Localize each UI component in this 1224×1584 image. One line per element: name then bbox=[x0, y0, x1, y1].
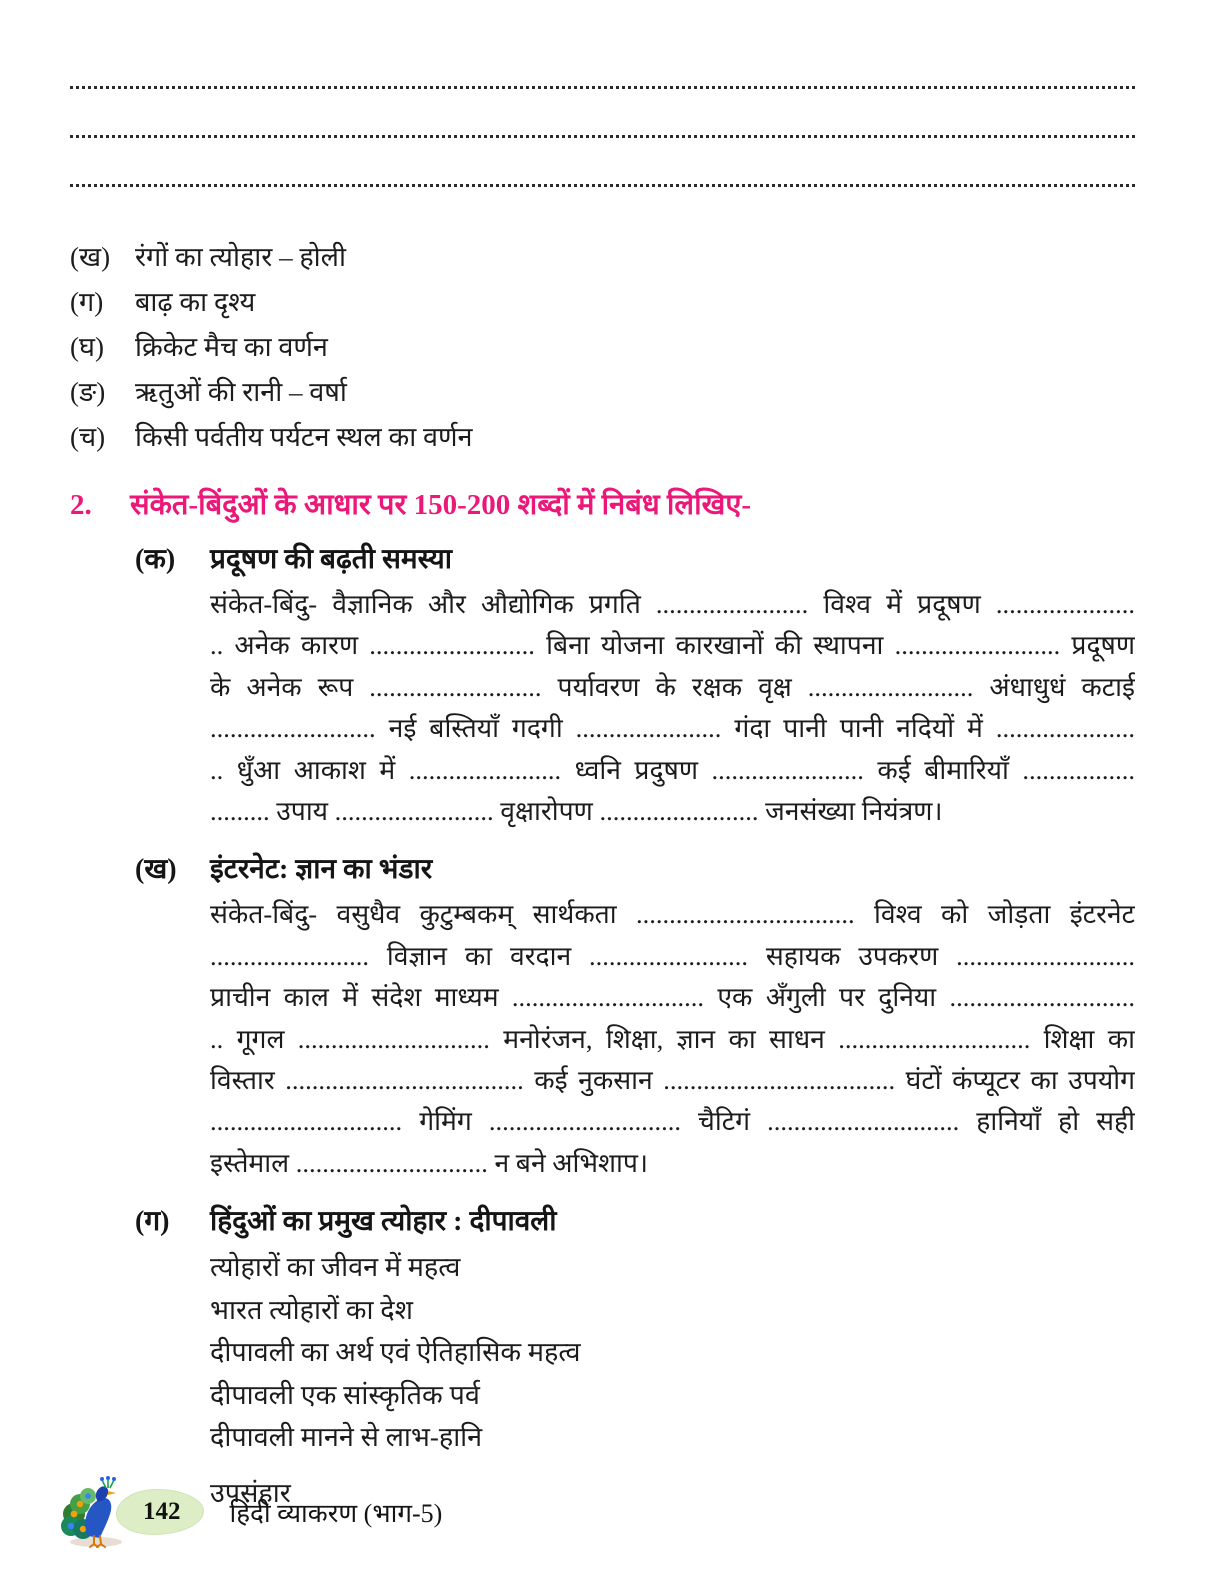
section-marker: (ख) bbox=[135, 854, 177, 886]
section-marker: (ग) bbox=[135, 1206, 170, 1238]
section-heading bbox=[135, 539, 1135, 585]
list-item bbox=[70, 372, 1135, 417]
section-ga bbox=[70, 1201, 1135, 1516]
peacock-logo-icon bbox=[58, 1474, 134, 1550]
list-item-text: रंगों का त्योहार – होली bbox=[135, 242, 346, 272]
list-item-marker: (ख) bbox=[70, 242, 111, 272]
ruled-line bbox=[70, 89, 1135, 138]
section-body-line: .. अनेक कारण ......................... बिना योजना कारखानों की स्थापना ......................... प्रदूषण bbox=[210, 630, 1135, 661]
section-title: प्रदूषण की बढ़ती समस्या bbox=[210, 544, 453, 575]
question-number: 2. bbox=[70, 489, 92, 521]
list-item-marker: (च) bbox=[70, 422, 106, 452]
section-kha bbox=[70, 849, 1135, 1185]
section-body-line: .. गूगल ............................. मनोरंजन, शिक्षा, ज्ञान का साधन ............................. शिक्षा का bbox=[210, 1023, 1135, 1054]
essay-topic-list bbox=[70, 237, 1135, 462]
section-ka bbox=[70, 539, 1135, 833]
section-body-line: विस्तार .................................... कई नुकसान ................................... घंटों कंप्यूटर का उपयोग bbox=[210, 1064, 1135, 1095]
list-item bbox=[70, 282, 1135, 327]
section-body bbox=[210, 895, 1135, 1185]
section-body-line: के अनेक रूप .......................... पर्यावरण के रक्षक वृक्ष ......................... अंधाधुधं कटाई bbox=[210, 671, 1135, 702]
section-body-line: ............................. गेमिंग ............................. चैटिगं ............................. हानियाँ हो सही bbox=[210, 1106, 1135, 1137]
list-item bbox=[70, 417, 1135, 462]
list-item-marker: (घ) bbox=[70, 332, 104, 362]
question-title: संकेत-बिंदुओं के आधार पर 150-200 शब्दों में निबंध लिखिए- bbox=[130, 489, 752, 521]
section-body bbox=[210, 585, 1135, 833]
list-item-text: क्रिकेट मैच का वर्णन bbox=[135, 332, 328, 362]
list-item-marker: (ग) bbox=[70, 287, 104, 317]
section-body-line: संकेत-बिंदु- वसुधैव कुटुम्बकम् सार्थकता ................................. विश्व को जोड़ता इंटरनेट bbox=[210, 899, 1135, 930]
question-heading bbox=[70, 484, 1135, 523]
answer-lines-area bbox=[70, 40, 1135, 187]
ruled-line bbox=[70, 40, 1135, 89]
ruled-line bbox=[70, 138, 1135, 187]
section-body-line: .. धुँआ आकाश में ....................... ध्वनि प्रदुषण ....................... कई बीमारियाँ ................. bbox=[210, 754, 1135, 785]
page-number: 142 bbox=[143, 1498, 181, 1525]
list-item-text: ऋतुओं की रानी – वर्षा bbox=[135, 377, 347, 407]
book-title: हिंदी व्याकरण (भाग-5) bbox=[229, 1499, 443, 1528]
section-marker: (क) bbox=[135, 544, 176, 575]
page-footer bbox=[58, 1474, 442, 1550]
section-heading bbox=[135, 849, 1135, 895]
section-body-line: ......... उपाय ........................ वृक्षारोपण ........................ जनसंख्या नियंत्रण। bbox=[210, 795, 943, 826]
outline-point: उपसंहार bbox=[210, 1478, 291, 1509]
section-heading bbox=[135, 1201, 1135, 1247]
outline-point: दीपावली मानने से लाभ-हानि bbox=[210, 1422, 483, 1453]
list-item bbox=[70, 327, 1135, 372]
outline-point: भारत त्योहारों का देश bbox=[210, 1294, 413, 1325]
list-item-text: किसी पर्वतीय पर्यटन स्थल का वर्णन bbox=[135, 422, 473, 452]
list-item bbox=[70, 237, 1135, 282]
outline-point: दीपावली का अर्थ एवं ऐतिहासिक महत्व bbox=[210, 1337, 581, 1368]
list-item-text: बाढ़ का दृश्य bbox=[135, 287, 256, 317]
section-body-line: प्राचीन काल में संदेश माध्यम ............................. एक अँगुली पर दुनिया ............................ bbox=[210, 982, 1135, 1013]
outline-point: त्योहारों का जीवन में महत्व bbox=[210, 1252, 461, 1283]
section-body-line: ........................ विज्ञान का वरदान ........................ सहायक उपकरण ........................... bbox=[210, 940, 1135, 971]
outline-point: दीपावली एक सांस्कृतिक पर्व bbox=[210, 1379, 480, 1410]
section-title: हिंदुओं का प्रमुख त्योहार : दीपावली bbox=[210, 1206, 557, 1238]
section-title: इंटरनेट: ज्ञान का भंडार bbox=[210, 854, 433, 886]
section-body-line: इस्तेमाल ............................. न बने अभिशाप। bbox=[210, 1147, 648, 1178]
section-body-line: संकेत-बिंदु- वैज्ञानिक और औद्योगिक प्रगति ....................... विश्व में प्रदूषण ..................... bbox=[210, 589, 1135, 619]
list-item-marker: (ङ) bbox=[70, 377, 106, 407]
section-body-line: ......................... नई बस्तियाँ गदगी ...................... गंदा पानी पानी नदियों में ..................... bbox=[210, 713, 1135, 744]
